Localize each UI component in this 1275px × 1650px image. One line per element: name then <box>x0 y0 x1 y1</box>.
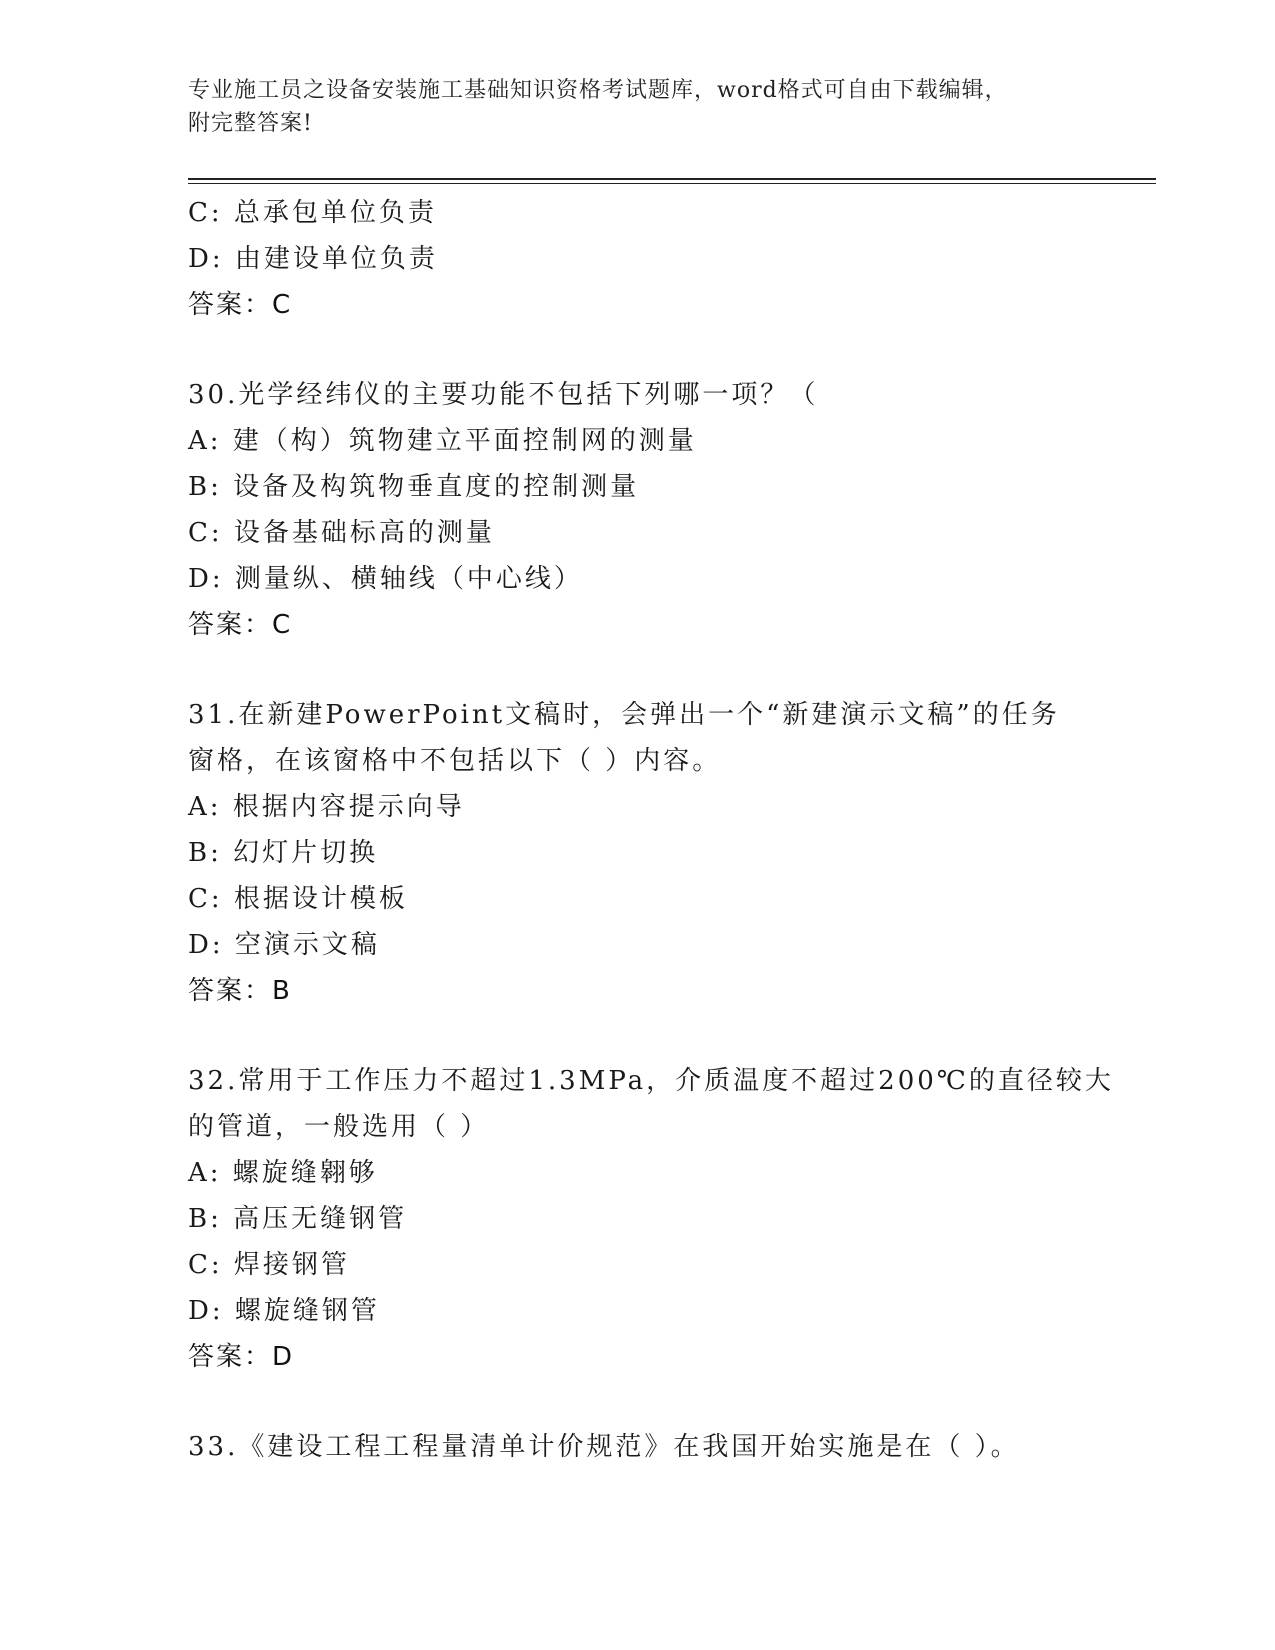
question-block-30 <box>188 372 1088 648</box>
option-a: A: 建（构）筑物建立平面控制网的测量 <box>188 426 697 456</box>
question-list <box>188 190 1114 1514</box>
option-a: A: 根据内容提示向导 <box>188 792 465 822</box>
question-block-31 <box>188 692 1088 1014</box>
option-c: C: 设备基础标高的测量 <box>188 518 495 548</box>
option-c: C: 根据设计模板 <box>188 884 408 914</box>
option-b: B: 设备及构筑物垂直度的控制测量 <box>188 472 640 502</box>
question-block-29 <box>188 190 1088 328</box>
document-header <box>188 74 1088 140</box>
question-text-continued: 窗格，在该窗格中不包括以下（ ）内容。 <box>188 746 722 776</box>
header-divider-thick <box>188 178 1156 180</box>
header-line-1: 专业施工员之设备安装施工基础知识资格考试题库，word格式可自由下载编辑， <box>188 78 1008 103</box>
header-line-2: 附完整答案! <box>188 111 313 136</box>
option-b: B: 幻灯片切换 <box>188 838 379 868</box>
option-d: D: 测量纵、横轴线（中心线） <box>188 564 583 594</box>
option-c: C: 焊接钢管 <box>188 1250 350 1280</box>
option-d: D: 由建设单位负责 <box>188 244 438 274</box>
answer-text: 答案：D <box>188 1342 295 1372</box>
question-text: 31.在新建PowerPoint文稿时，会弹出一个“新建演示文稿”的任务 <box>188 700 1060 730</box>
option-a: A: 螺旋缝翱够 <box>188 1158 378 1188</box>
answer-text: 答案：C <box>188 290 293 320</box>
header-divider-thin <box>188 183 1156 184</box>
question-block-32 <box>188 1058 1114 1380</box>
question-text: 33.《建设工程工程量清单计价规范》在我国开始实施是在（ ）。 <box>188 1432 1020 1462</box>
answer-text: 答案：B <box>188 976 292 1006</box>
question-text: 30.光学经纬仪的主要功能不包括下列哪一项？（ <box>188 380 819 410</box>
question-block-33 <box>188 1424 1088 1470</box>
option-b: B: 高压无缝钢管 <box>188 1204 408 1234</box>
answer-text: 答案：C <box>188 610 293 640</box>
option-c: C: 总承包单位负责 <box>188 198 437 228</box>
question-text-continued: 的管道，一般选用（ ） <box>188 1112 490 1142</box>
question-text: 32.常用于工作压力不超过1.3MPa，介质温度不超过200℃的直径较大 <box>188 1066 1114 1096</box>
option-d: D: 空演示文稿 <box>188 930 380 960</box>
option-d: D: 螺旋缝钢管 <box>188 1296 380 1326</box>
